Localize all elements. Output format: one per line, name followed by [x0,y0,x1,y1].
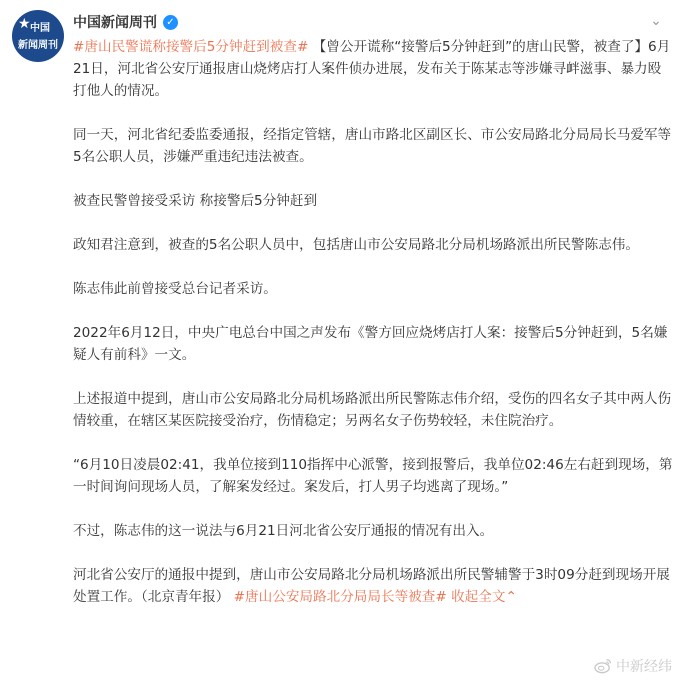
post-paragraph-1 [73,36,673,102]
topic-link-2[interactable]: #唐山公安局路北分局局长等被查# [233,589,447,605]
avatar-text-line2: 新闻周刊 [18,40,58,51]
avatar[interactable] [12,10,64,62]
collapse-label: 收起全文 [451,589,506,605]
post-paragraph-4: 政知君注意到，被查的5名公职人员中，包括唐山市公安局路北分局机场路派出所民警陈志伟。 [73,237,639,253]
topic-link[interactable]: #唐山民警谎称接警后5分钟赶到被查# [73,39,309,55]
paragraph-10-text: 河北省公安厅的通报中提到，唐山市公安局路北分局机场路派出所民警辅警于3时09分赶到现场开展处置工作。（北京青年报） [73,567,670,605]
avatar-logo [12,10,64,62]
watermark-text: 中新经纬 [616,659,672,675]
post-paragraph-6: 2022年6月12日，中央广电总台中国之声发布《警方回应烧烤店打人案：接警后5分钟赶到，5名嫌疑人有前科》一文。 [73,325,668,363]
post-body [73,36,673,608]
chevron-up-icon: ⌃ [505,589,517,605]
account-name-row [73,12,178,32]
post-paragraph-8: “6月10日凌晨02:41，我单位接到110指挥中心派警，接到报警后，我单位02:46左右赶到现场，第一时间询问现场人员，了解案发经过。案发后，打人男子均逃离了现场。” [73,457,673,495]
post-paragraph-5: 陈志伟此前曾接受总台记者采访。 [73,281,277,297]
post-paragraph-9: 不过，陈志伟的这一说法与6月21日河北省公安厅通报的情况有出入。 [73,523,494,539]
collapse-full-text-link[interactable] [451,589,517,605]
avatar-text-line1: 中国 [30,23,50,34]
headline-text: 【曾公开谎称“接警后5分钟赶到”的唐山民警，被查了】6月21日，河北省公安厅通报唐山烧烤店打人案件侦办进展，发布关于陈某志等涉嫌寻衅滋事、暴力殴打他人的情况。 [73,39,671,99]
verified-badge-icon: ✓ [163,15,178,30]
post-paragraph-10 [73,564,673,608]
watermark [594,655,672,677]
account-name-link[interactable]: 中国新闻周刊 [73,15,157,31]
post-paragraph-7: 上述报道中提到，唐山市公安局路北分局机场路派出所民警陈志伟介绍，受伤的四名女子其中两人伤情较重，在辖区某医院接受治疗，伤情稳定；另两名女子伤势较轻，未住院治疗。 [73,391,672,429]
weibo-logo-icon [594,658,612,674]
post-paragraph-3: 被查民警曾接受采访 称接警后5分钟赶到 [73,193,318,209]
post-paragraph-2: 同一天，河北省纪委监委通报，经指定管辖，唐山市路北区副区长、市公安局路北分局局长马爱军等5名公职人员，涉嫌严重违纪违法被查。 [73,127,672,165]
star-icon: ★ [18,16,31,32]
chevron-down-icon[interactable]: ⌄ [650,13,662,29]
